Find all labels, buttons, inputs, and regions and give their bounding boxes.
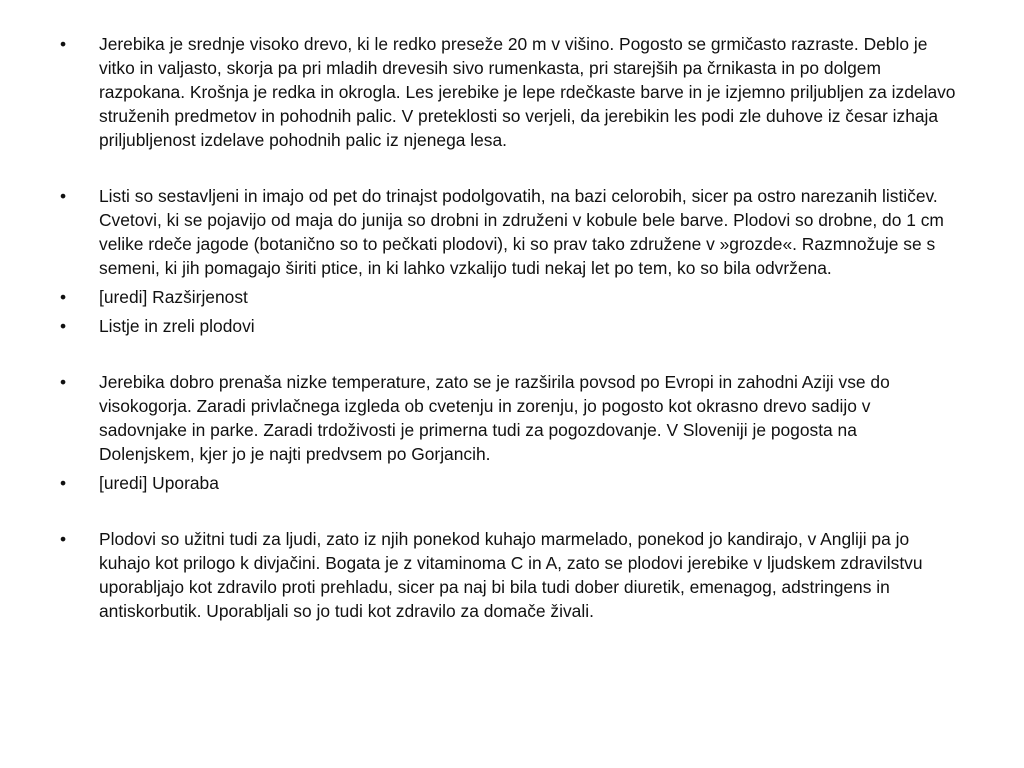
list-item-text: Jerebika je srednje visoko drevo, ki le redko preseže 20 m v višino. Pogosto se grmičasto razraste. Deblo je vitko in valjasto, skorja pa pri mladih drevesih sivo rumenkasta, pri starejših pa črnikasta in po dolgem razpokana. Krošnja je redka in okrogla. Les jerebike je lepe rdečkaste barve in je izjemno priljubljen za izdelavo struženih predmetov in pohodnih palic. V preteklosti so verjeli, da jerebikin les podi zle duhove iz česar izhaja priljubljenost izdelave pohodnih palic iz njenega lesa. bbox=[99, 34, 956, 150]
list-item-distribution bbox=[0, 370, 1024, 466]
bullet-icon: • bbox=[60, 372, 67, 392]
bullet-list bbox=[0, 32, 1024, 623]
bullet-icon: • bbox=[60, 316, 67, 336]
list-item-caption bbox=[0, 314, 1024, 338]
list-item-text: [uredi] Uporaba bbox=[99, 473, 219, 493]
bullet-icon: • bbox=[60, 287, 67, 307]
bullet-icon: • bbox=[60, 529, 67, 549]
list-item-text: Listi so sestavljeni in imajo od pet do trinajst podolgovatih, na bazi celorobih, sicer pa ostro narezanih lističev. Cvetovi, ki se pojavijo od maja do junija so drobni in združeni v kobule bele barve. Plodovi so drobne, do 1 cm velike rdeče jagode (botanično so to pečkati plodovi), ki so prav tako združene v »grozde«. Razmnožuje se s semeni, ki jih pomagajo širiti ptice, in ki lahko vzkalijo tudi nekaj let po tem, ko so bila odvržena. bbox=[99, 186, 944, 278]
list-item-text: [uredi] Razširjenost bbox=[99, 287, 248, 307]
bullet-icon: • bbox=[60, 34, 67, 54]
list-item-leaves bbox=[0, 184, 1024, 280]
bullet-icon: • bbox=[60, 186, 67, 206]
list-item-text: Jerebika dobro prenaša nizke temperature, zato se je razširila povsod po Evropi in zahodni Aziji vse do visokogorja. Zaradi privlačnega izgleda ob cvetenju in zorenju, jo pogosto kot okrasno drevo sadijo v sadovnjake in parke. Zaradi trdoživosti je primerna tudi za pogozdovanje. V Sloveniji je pogosta na Dolenjskem, kjer jo je najti predvsem po Gorjancih. bbox=[99, 372, 890, 464]
list-item-use-heading bbox=[0, 471, 1024, 495]
bullet-icon: • bbox=[60, 473, 67, 493]
list-item-distribution-heading bbox=[0, 285, 1024, 309]
list-item-use bbox=[0, 527, 1024, 623]
list-item-text: Plodovi so užitni tudi za ljudi, zato iz njih ponekod kuhajo marmelado, ponekod jo kandirajo, v Angliji pa jo kuhajo kot prilogo k divjačini. Bogata je z vitaminoma C in A, zato se plodovi jerebike v ljudskem zdravilstvu uporabljajo kot zdravilo proti prehladu, sicer pa naj bi bila tudi dober diuretik, emenagog, adstringens in antiskorbutik. Uporabljali so jo tudi kot zdravilo za domače živali. bbox=[99, 529, 923, 621]
list-item-text: Listje in zreli plodovi bbox=[99, 316, 255, 336]
list-item-description bbox=[0, 32, 1024, 152]
